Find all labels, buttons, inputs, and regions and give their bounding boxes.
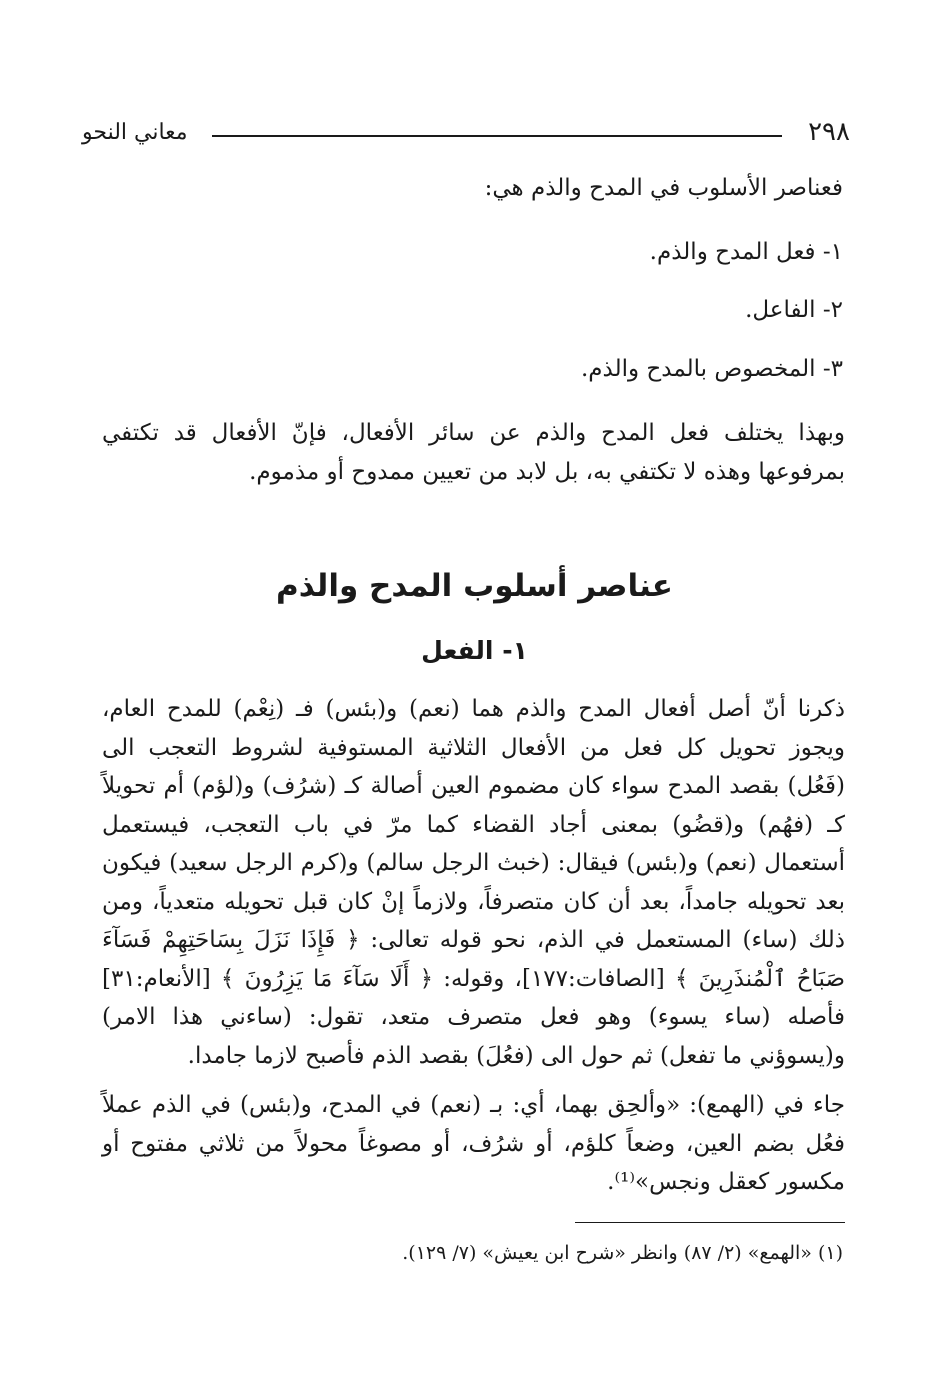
footnote: (١) «الهمع» (٢/ ٨٧) وانظر «شرح ابن يعيش» (٧/ ١٢٩).	[402, 1242, 843, 1264]
list-item-1: ١- فعل المدح والذم.	[649, 239, 843, 265]
body-paragraph-1: ذكرنا أنّ أصل أفعال المدح والذم هما (نعم) و(بئس) فـ (نِعْم) للمدح العام، ويجوز تحويل كل فعل من الأفعال الثلاثية المستوفية لشروط التعجب الى (فَعُل) بقصد المدح سواء كان مضموم العين أصالة كـ (شرُف) و(لؤم) أم تحويلاً كـ (فهُم) و(قضُو) بمعنى أجاد القضاء كما مرّ في باب التعجب، فيستعمل أستعمال (نعم) و(بئس) فيقال: (خبث الرجل سالم) و(كرم الرجل سعيد) فيكون بعد تحويله جامداً، بعد أن كان متصرفاً، ولازماً إنْ كان قبل تحويله متعدياً، ومن ذلك (ساء) المستعمل في الذم، نحو قوله تعالى: ﴿ فَإِذَا نَزَلَ بِسَاحَتِهِمْ فَسَآءَ صَبَاحُ ٱلْمُنذَرِينَ ﴾ [الصافات:١٧٧]، وقوله: ﴿ أَلَا سَآءَ مَا يَزِرُونَ ﴾ [الأنعام:٣١] فأصله (ساء يسوء) وهو فعل متصرف متعد، تقول: (ساءني هذا الامر) و(يسوؤني ما تفعل) ثم حول الى (فعُلَ) بقصد الذم فأصبح لازما جامدا.	[102, 696, 845, 1069]
list-item-3: ٣- المخصوص بالمدح والذم.	[580, 356, 843, 382]
list-item-2: ٢- الفاعل.	[745, 297, 843, 323]
section-title: عناصر أسلوب المدح والذم	[276, 568, 673, 604]
header-rule	[212, 135, 783, 137]
intro-paragraph: وبهذا يختلف فعل المدح والذم عن سائر الأفعال، فإنّ الأفعال قد تكتفي بمرفوعها وهذه لا تكتفي به، بل لابد من تعيين ممدوح أو مذموم.	[102, 420, 845, 485]
subsection-title: ١- الفعل	[421, 636, 528, 665]
running-title: معاني النحو	[82, 119, 188, 145]
page-header	[82, 112, 850, 152]
intro-lead: فعناصر الأسلوب في المدح والذم هي:	[484, 175, 843, 201]
footnote-rule	[575, 1222, 845, 1223]
body-paragraph-2: جاء في (الهمع): «وألحِق بهما، أي: بـ (نعم) في المدح، و(بئس) في الذم عملاً فعُل بضم العين، وضعاً كلؤم، أو شرُف، أو مصوغاً محولاً من ثلاثي مفتوح أو مكسور كعقل ونجس»⁽¹⁾.	[102, 1092, 845, 1195]
page-number: ٢٩٨	[808, 117, 850, 147]
